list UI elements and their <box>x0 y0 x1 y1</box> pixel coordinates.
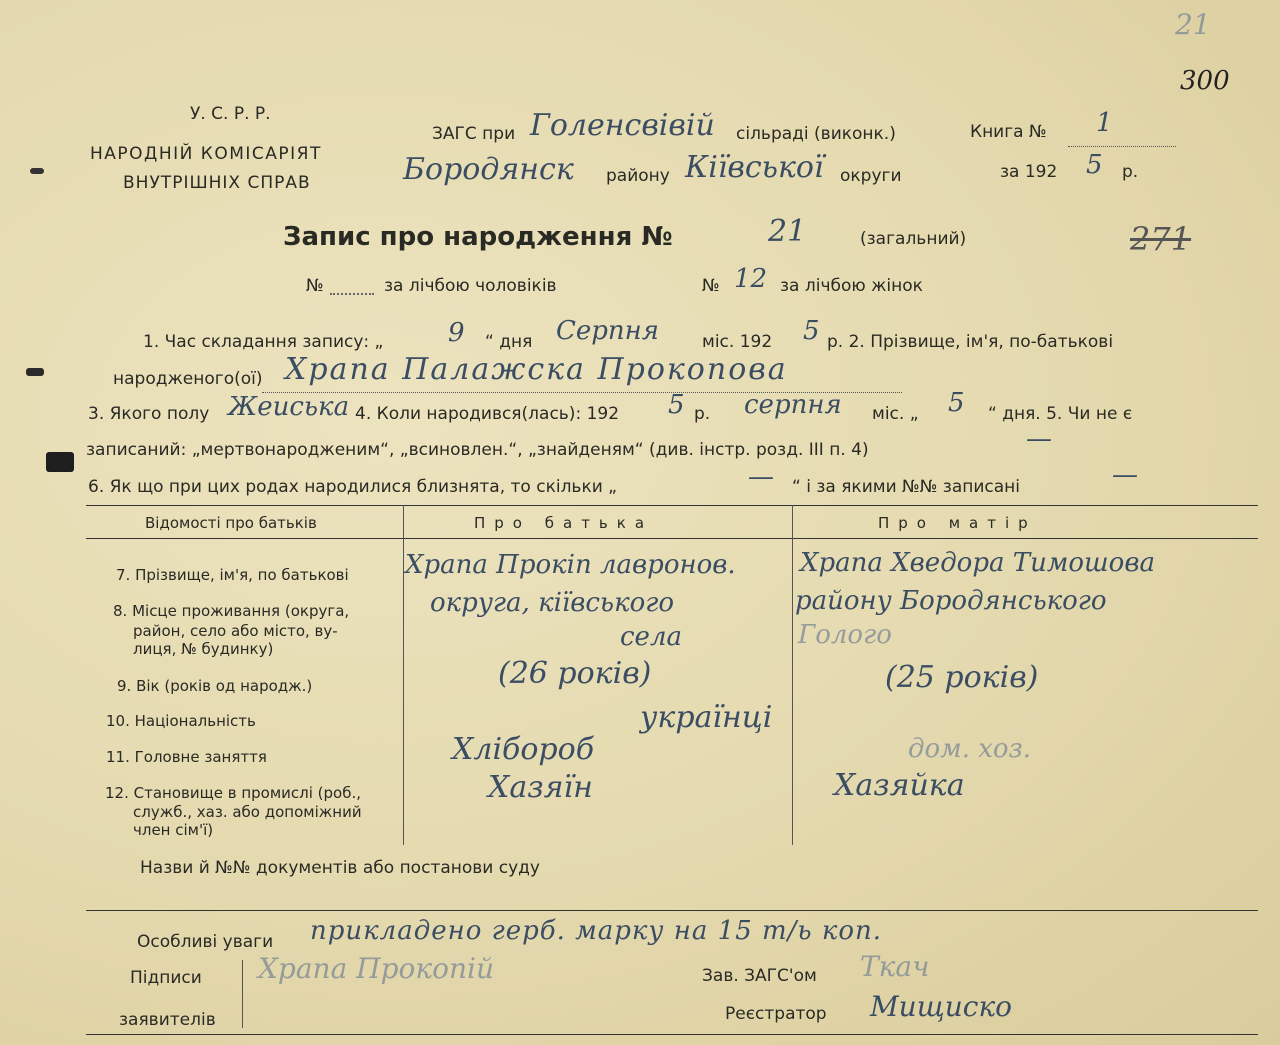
child-name-label: народженого(ої) <box>113 369 263 389</box>
mother-residence-1: району Бородянського <box>795 586 1107 616</box>
female-count-prefix: № <box>702 276 720 296</box>
record-title-suffix: (загальний) <box>860 229 967 249</box>
stillborn-question: записаний: „мертвонародженим“, „всиновлен.“, „знайденям“ (див. інстр. розд. III п. 4) <box>86 440 869 460</box>
father-status: Хазяїн <box>488 770 593 805</box>
birth-date-label: 4. Коли народився(лась): 192 <box>355 404 620 424</box>
registrar-signature: Мищиско <box>870 990 1013 1023</box>
documents-rule <box>86 910 1258 911</box>
male-count-blank <box>330 293 374 295</box>
mother-residence-2: Голого <box>798 620 892 650</box>
book-year-label: за 192 <box>1000 162 1058 182</box>
okruha-name: Кіївської <box>685 150 824 185</box>
mother-status: Хазяйка <box>834 768 965 803</box>
record-title: Запис про народження № <box>283 222 673 252</box>
row-label-status-3: член сім'ї) <box>133 821 214 839</box>
father-residence-1: округа, кіївського <box>430 588 675 618</box>
table-head-father: Про батька <box>474 514 654 532</box>
record-line-1d: р. 2. Прізвище, ім'я, по-батькові <box>827 332 1114 352</box>
head-signature: Ткач <box>860 950 930 983</box>
birth-day-label: міс. „ <box>872 404 919 424</box>
child-name: Храпа Палажска Прокопова <box>285 352 788 387</box>
father-age: (26 років) <box>498 656 652 691</box>
father-name: Храпа Прокіп лавронов. <box>405 550 736 580</box>
book-label: Книга № <box>970 122 1047 142</box>
registrar-label: Реєстратор <box>725 1004 827 1024</box>
head-label: Зав. ЗАГС'ом <box>702 966 817 986</box>
male-count-prefix: № <box>306 276 324 296</box>
corner-number: 300 <box>1180 66 1230 96</box>
remarks-label: Особливі уваги <box>137 932 274 952</box>
record-month: Серпня <box>556 316 660 346</box>
signatures-label-1: Підписи <box>130 968 202 988</box>
twins-numbers: — <box>1112 460 1138 490</box>
row-label-nationality: 10. Національність <box>106 712 256 730</box>
table-head-mother: Про матір <box>878 514 1037 532</box>
corner-mark-top: 21 <box>1175 8 1211 41</box>
record-year: 5 <box>803 316 820 346</box>
table-top-rule <box>86 505 1258 506</box>
birth-day: 5 <box>948 388 965 418</box>
commissariat-line-1: НАРОДНІЙ КОМІСАРІЯТ <box>90 144 322 164</box>
documents-label: Назви й №№ документів або постанови суду <box>140 858 540 878</box>
record-number: 21 <box>768 214 807 249</box>
father-residence-2: села <box>620 622 683 652</box>
zags-prefix: ЗАГС при <box>432 124 516 144</box>
birth-year-suffix: р. <box>694 404 711 424</box>
row-label-age: 9. Вік (років од народж.) <box>117 677 313 695</box>
ink-mark <box>26 368 44 376</box>
birth-year: 5 <box>668 390 685 420</box>
applicant-signature: Храпа Прокопій <box>258 952 494 985</box>
twins-question-b: “ і за якими №№ записані <box>792 477 1021 497</box>
record-line-3e: “ дня. 5. Чи не є <box>988 404 1133 424</box>
remarks-text: прикладено герб. марку на 15 т/ь коп. <box>310 916 883 946</box>
parents-nationality: українці <box>640 700 773 735</box>
bottom-rule <box>86 1034 1258 1035</box>
father-occupation: Хлібороб <box>452 732 595 767</box>
mother-occupation: дом. хоз. <box>908 734 1031 764</box>
row-label-status-1: 12. Становище в промислі (роб., <box>105 784 362 802</box>
pencil-number: 271 <box>1130 220 1192 258</box>
record-line-1c: міс. 192 <box>702 332 773 352</box>
record-line-1a: 1. Час складання запису: „ <box>143 332 384 352</box>
book-number: 1 <box>1096 108 1113 138</box>
twins-question: 6. Як що при цих родах народилися близнята, то скільки „ <box>88 477 617 497</box>
row-label-occupation: 11. Головне заняття <box>106 748 267 766</box>
binding-hole <box>46 452 74 472</box>
male-count-label: за лічбою чоловіків <box>384 276 557 296</box>
female-count-label: за лічбою жінок <box>780 276 923 296</box>
republic-label: У. С. Р. Р. <box>190 104 271 124</box>
table-divider-2 <box>792 505 793 845</box>
row-label-residence-3: лиця, № будинку) <box>133 640 274 658</box>
signatures-label-2: заявителів <box>119 1010 216 1030</box>
row-label-name: 7. Прізвище, ім'я, по батькові <box>116 566 349 584</box>
book-year-digit: 5 <box>1086 150 1103 180</box>
mother-name: Храпа Хведора Тимошова <box>800 548 1155 578</box>
female-count-number: 12 <box>734 264 768 294</box>
village-name: Голенсвівій <box>530 108 715 143</box>
book-year-suffix: р. <box>1122 162 1139 182</box>
child-sex: Жеиська <box>228 392 350 422</box>
district-label: району <box>606 166 670 186</box>
book-underline <box>1068 146 1176 147</box>
district-name: Бородянск <box>403 152 574 187</box>
row-label-residence-2: район, село або місто, ву- <box>133 622 338 640</box>
row-label-status-2: служб., хаз. або допоміжний <box>133 803 362 821</box>
ink-mark <box>30 168 44 174</box>
table-divider-1 <box>403 505 404 845</box>
commissariat-line-2: ВНУТРІШНІХ СПРАВ <box>123 173 311 193</box>
mother-age: (25 років) <box>885 660 1039 695</box>
table-head-rule <box>86 538 1258 539</box>
stillborn-answer: — <box>1026 424 1052 454</box>
twins-count: — <box>748 462 774 492</box>
village-suffix: сільраді (виконк.) <box>736 124 896 144</box>
okruha-label: округи <box>840 166 902 186</box>
sex-label: 3. Якого полу <box>88 404 210 424</box>
signature-bracket <box>242 960 243 1028</box>
row-label-residence-1: 8. Місце проживання (округа, <box>113 602 350 620</box>
table-head-parents: Відомості про батьків <box>145 514 317 532</box>
birth-month: серпня <box>744 390 842 420</box>
record-day: 9 <box>448 318 465 348</box>
record-line-1b: “ дня <box>485 332 533 352</box>
